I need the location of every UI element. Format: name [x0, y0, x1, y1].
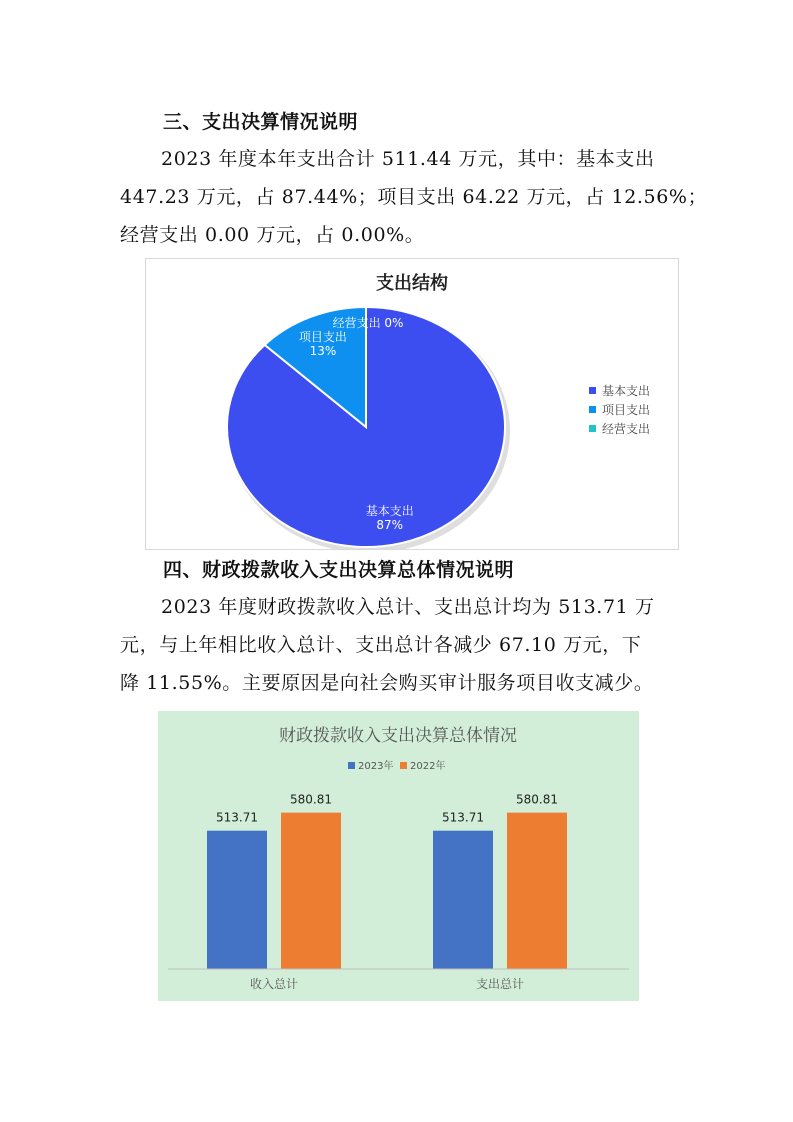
paragraph-line: 经营支出 0.00 万元，占 0.00%。 [120, 224, 425, 246]
legend-label: 2023年 [358, 761, 394, 772]
category-tick-label: 收入总计 [249, 977, 299, 991]
legend-swatch [348, 762, 355, 769]
pie-chart-svg [146, 259, 678, 549]
chart-title: 财政拨款收入支出决算总体情况 [279, 726, 517, 746]
expenditure-paragraph [120, 140, 708, 254]
bar-2022-2 [507, 813, 567, 969]
section-heading-expenditure: 三、支出决算情况说明 [163, 111, 359, 133]
legend-swatch [589, 387, 596, 394]
legend-label: 项目支出 [602, 403, 651, 417]
pie-data-label: 经营支出 0% [332, 316, 404, 330]
paragraph-line: 2023 年度财政拨款收入总计、支出总计均为 513.71 万 [161, 596, 655, 618]
bar-2023-2 [433, 831, 493, 969]
legend-label: 2022年 [410, 761, 446, 772]
bar-2023-1 [207, 831, 267, 969]
paragraph-line: 2023 年度本年支出合计 511.44 万元，其中：基本支出 [161, 148, 655, 170]
legend-label: 经营支出 [602, 422, 651, 436]
fiscal-funds-paragraph [120, 588, 680, 702]
chart-title: 支出结构 [376, 273, 448, 294]
bar-data-label: 580.81 [290, 792, 332, 807]
legend-swatch [589, 425, 596, 432]
section-heading-fiscal-funds: 四、财政拨款收入支出决算总体情况说明 [163, 559, 515, 581]
legend-swatch [400, 762, 407, 769]
expenditure-structure-chart [145, 258, 679, 550]
pie-data-label: 13% [309, 344, 337, 359]
bar-data-label: 513.71 [442, 810, 484, 825]
pie-data-label: 项目支出 [298, 330, 347, 345]
pie-data-label: 基本支出 [365, 504, 414, 519]
paragraph-line: 降 11.55%。主要原因是向社会购买审计服务项目收支减少。 [120, 672, 654, 694]
legend-label: 基本支出 [602, 384, 651, 398]
pie-data-label: 87% [376, 518, 404, 533]
legend-swatch [589, 406, 596, 413]
bar-data-label: 580.81 [516, 792, 558, 807]
bar-2022-1 [281, 813, 341, 969]
bar-data-label: 513.71 [216, 810, 258, 825]
paragraph-line: 447.23 万元，占 87.44%；项目支出 64.22 万元，占 12.56%； [120, 186, 708, 208]
category-tick-label: 支出总计 [475, 977, 525, 991]
bar-chart-svg [158, 711, 639, 1001]
fiscal-funds-bar-chart [158, 711, 639, 1001]
paragraph-line: 元，与上年相比收入总计、支出总计各减少 67.10 万元，下 [120, 634, 642, 656]
